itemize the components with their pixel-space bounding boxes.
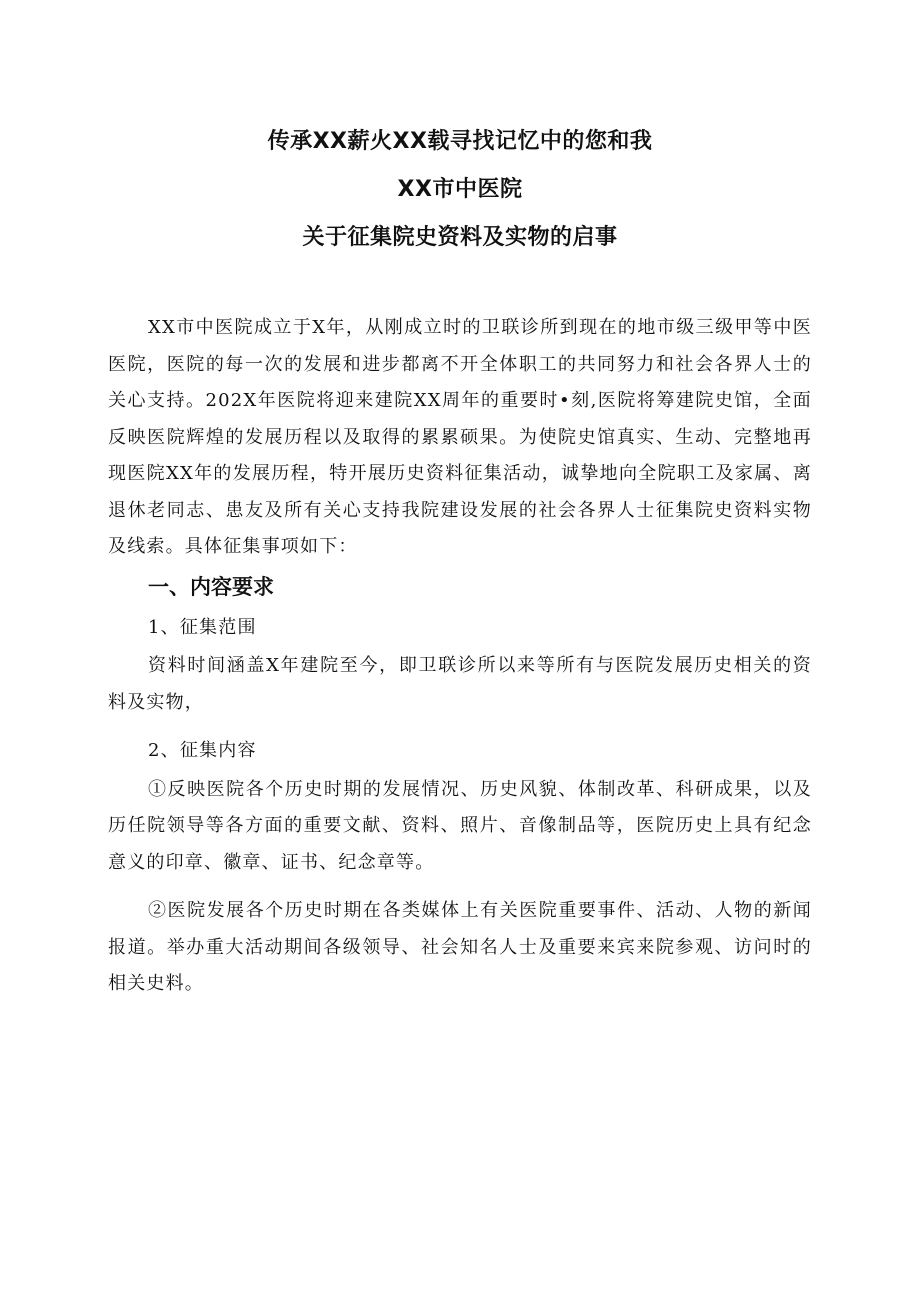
collection-scope-paragraph: 资料时间涵盖X年建院至今，即卫联诊所以来等所有与医院发展历史相关的资料及实物， — [108, 655, 812, 713]
document-title-line-3: 关于征集院史资料及实物的启事 — [302, 225, 618, 250]
sub-heading-collection-scope: 1、征集范围 — [148, 616, 257, 638]
collection-content-item-2: ②医院发展各个历史时期在各类媒体上有关医院重要事件、活动、人物的新闻报道。举办重大活动期间各级领导、社会知名人士及重要来宾来院参观、访问时的相关史料。 — [108, 900, 812, 994]
section-heading-content-requirements: 一、内容要求 — [148, 574, 274, 599]
document-title-line-2: XX市中医院 — [397, 177, 523, 202]
intro-paragraph: XX市中医院成立于X年，从刚成立时的卫联诊所到现在的地市级三级甲等中医医院，医院的每一次的发展和进步都离不开全体职工的共同努力和社会各界人士的关心支持。202X年医院将迎来建院XX周年的重要时•刻,医院将筹建院史馆，全面反映医院辉煌的发展历程以及取得的累累硕果。为使院史馆真实、生动、完整地再现医院XX年的发展历程，特开展历史资料征集活动，诚挚地向全院职工及家属、离退休老同志、患友及所有关心支持我院建设发展的社会各界人士征集院史资料实物及线索。具体征集事项如下： — [108, 317, 812, 557]
document-title-line-1: 传承XX薪火XX载寻找记忆中的您和我 — [267, 129, 653, 154]
sub-heading-collection-content: 2、征集内容 — [148, 740, 257, 761]
collection-content-item-1: ①反映医院各个历史时期的发展情况、历史风貌、体制改革、科研成果，以及历任院领导等各方面的重要文献、资料、照片、音像制品等，医院历史上具有纪念意义的印章、徽章、证书、纪念章等。 — [108, 778, 812, 873]
